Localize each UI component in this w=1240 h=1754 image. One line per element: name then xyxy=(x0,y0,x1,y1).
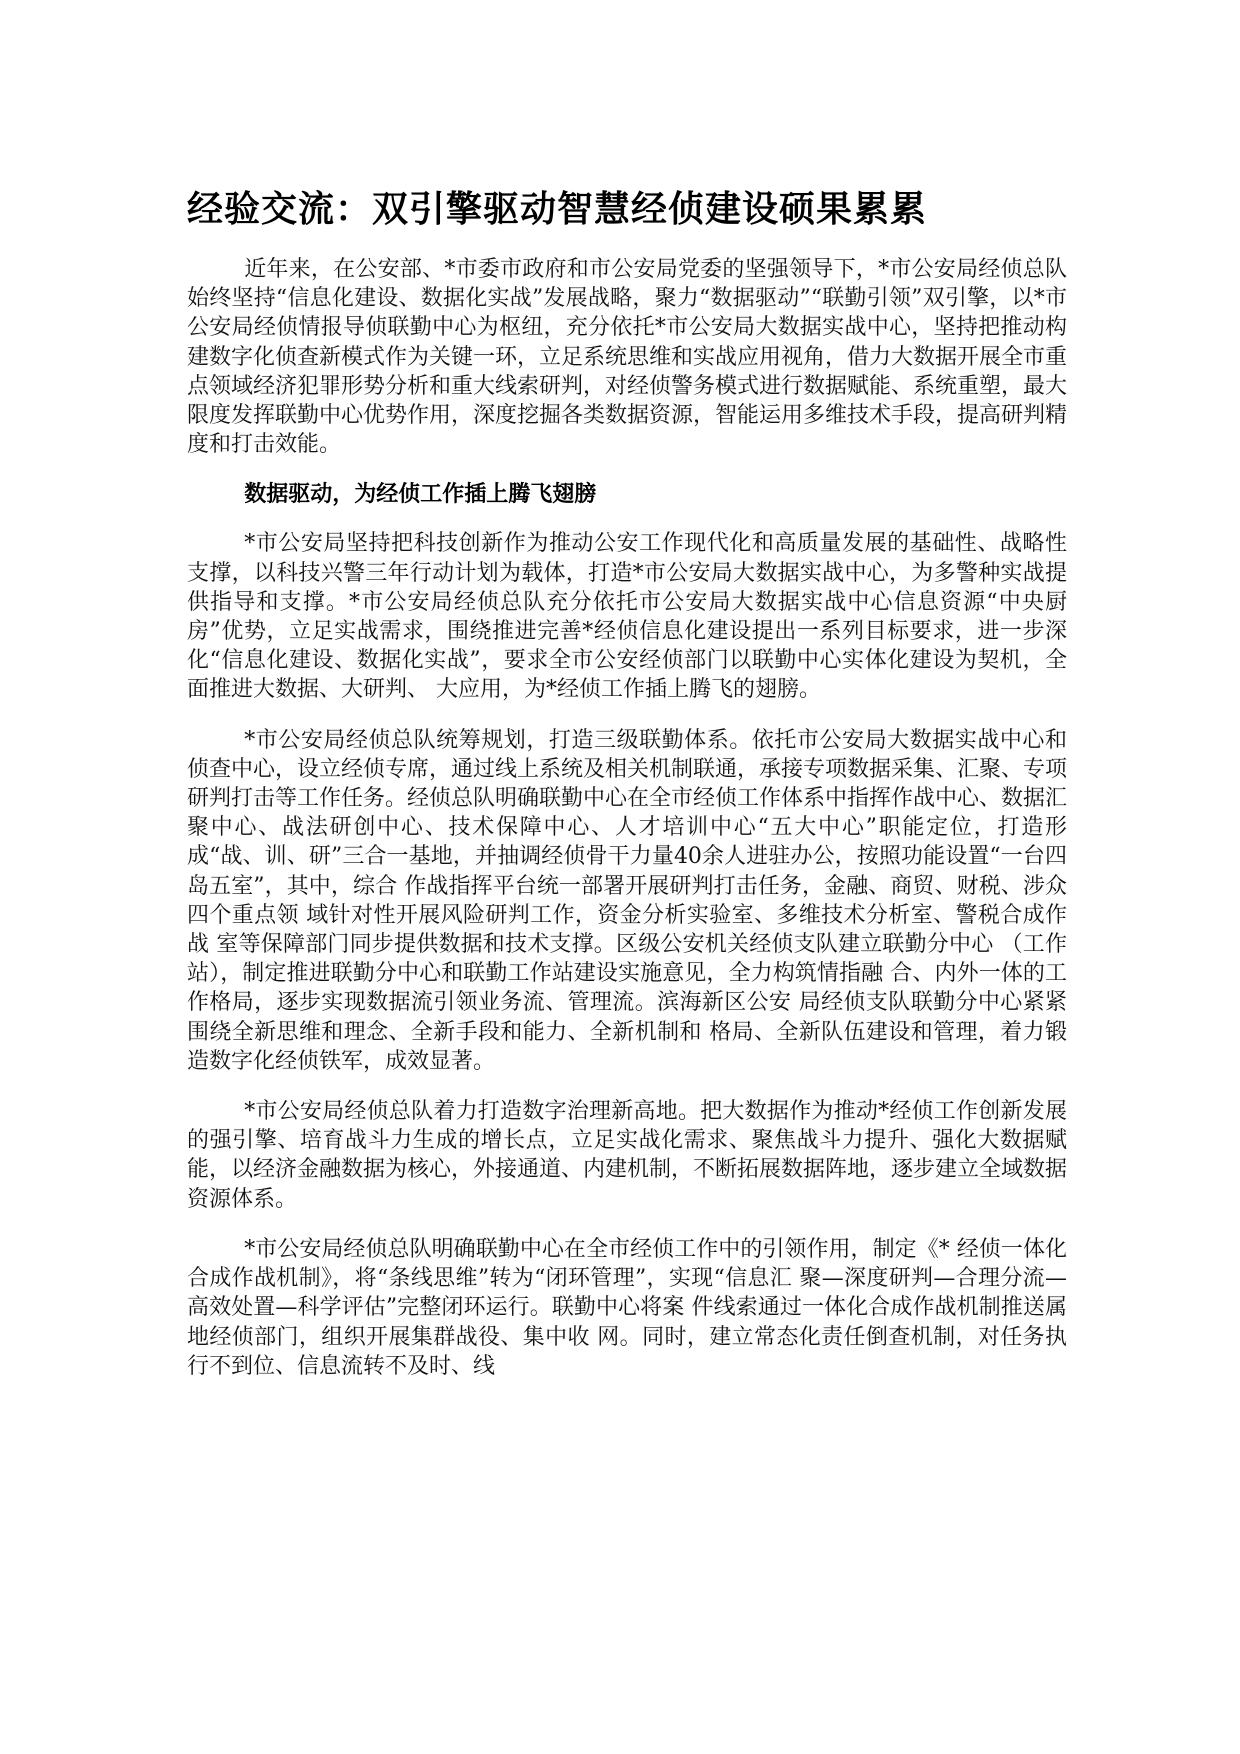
body-paragraph-1: *市公安局坚持把科技创新作为推动公安工作现代化和高质量发展的基础性、战略性支撑，以科技兴警三年行动计划为载体，打造*市公安局大数据实战中心，为多警种实战提供指导和支撑。*市公安局经侦总队充分依托市公安局大数据实战中心信息资源“中央厨房”优势，立足实战需求，围绕推进完善*经侦信息化建设提出一系列目标要求，进一步深化“信息化建设、数据化实战”，要求全市公安经侦部门以联勤中心实体化建设为契机，全面推进大数据、大研判、 大应用，为*经侦工作插上腾飞的翅膀。 xyxy=(187,531,1067,703)
body-paragraph-3: *市公安局经侦总队着力打造数字治理新高地。把大数据作为推动*经侦工作创新发展的强引擎、培育战斗力生成的增长点，立足实战化需求、聚焦战斗力提升、强化大数据赋能，以经济金融数据为核心，外接通道、内建机制，不断拓展数据阵地，逐步建立全域数据资源体系。 xyxy=(187,1099,1068,1212)
intro-paragraph: 近年来，在公安部、*市委市政府和市公安局党委的坚强领导下，*市公安局经侦总队始终坚持“信息化建设、数据化实战”发展战略，聚力“数据驱动”“联勤引领”双引擎，以*市公安局经侦情报导侦联勤中心为枢纽，充分依托*市公安局大数据实战中心，坚持把推动构建数字化侦查新模式作为关键一环，立足系统思维和实战应用视角，借力大数据开展全市重点领域经济犯罪形势分析和重大线索研判，对经侦警务模式进行数据赋能、系统重塑，最大限度发挥联勤中心优势作用，深度挖掘各类数据资源，智能运用多维技术手段，提高研判精度和打击效能。 xyxy=(187,257,1068,458)
document-title: 经验交流：双引擎驱动智慧经侦建设硕果累累 xyxy=(187,189,928,230)
section-heading: 数据驱动，为经侦工作插上腾飞翅膀 xyxy=(244,482,597,508)
body-paragraph-4: *市公安局经侦总队明确联勤中心在全市经侦工作中的引领作用，制定《* 经侦一体化合成作战机制》，将“条线思维”转为“闭环管理”，实现“信息汇 聚—深度研判—合理分流—高效处置—科学评估”完整闭环运行。联勤中心将案 件线索通过一体化合成作战机制推送属地经侦部门，组织开展集群战役、集中收 网。同时，建立常态化责任倒查机制，对任务执行不到位、信息流转不及时、线 xyxy=(187,1236,1067,1379)
body-paragraph-2: *市公安局经侦总队统筹规划，打造三级联勤体系。依托市公安局大数据实战中心和侦查中心，设立经侦专席，通过线上系统及相关机制联通，承接专项数据采集、汇聚、专项研判打击等工作任务。经侦总队明确联勤中心在全市经侦工作体系中指挥作战中心、数据汇聚中心、战法研创中心、技术保障中心、人才培训中心“五大中心”职能定位，打造形成“战、训、研”三合一基地，并抽调经侦骨干力量40余人进驻办公，按照功能设置“一台四岛五室”，其中，综合 作战指挥平台统一部署开展研判打击任务，金融、商贸、财税、涉众四个重点领 域针对性开展风险研判工作，资金分析实验室、多维技术分析室、警税合成作战 室等保障部门同步提供数据和技术支撑。区级公安机关经侦支队建立联勤分中心 （工作站），制定推进联勤分中心和联勤工作站建设实施意见，全力构筑情指融 合、内外一体的工作格局，逐步实现数据流引领业务流、管理流。滨海新区公安 局经侦支队联勤分中心紧紧围绕全新思维和理念、全新手段和能力、全新机制和 格局、全新队伍建设和管理，着力锻造数字化经侦铁军，成效显著。 xyxy=(187,727,1068,1074)
document-body xyxy=(187,185,1067,1402)
